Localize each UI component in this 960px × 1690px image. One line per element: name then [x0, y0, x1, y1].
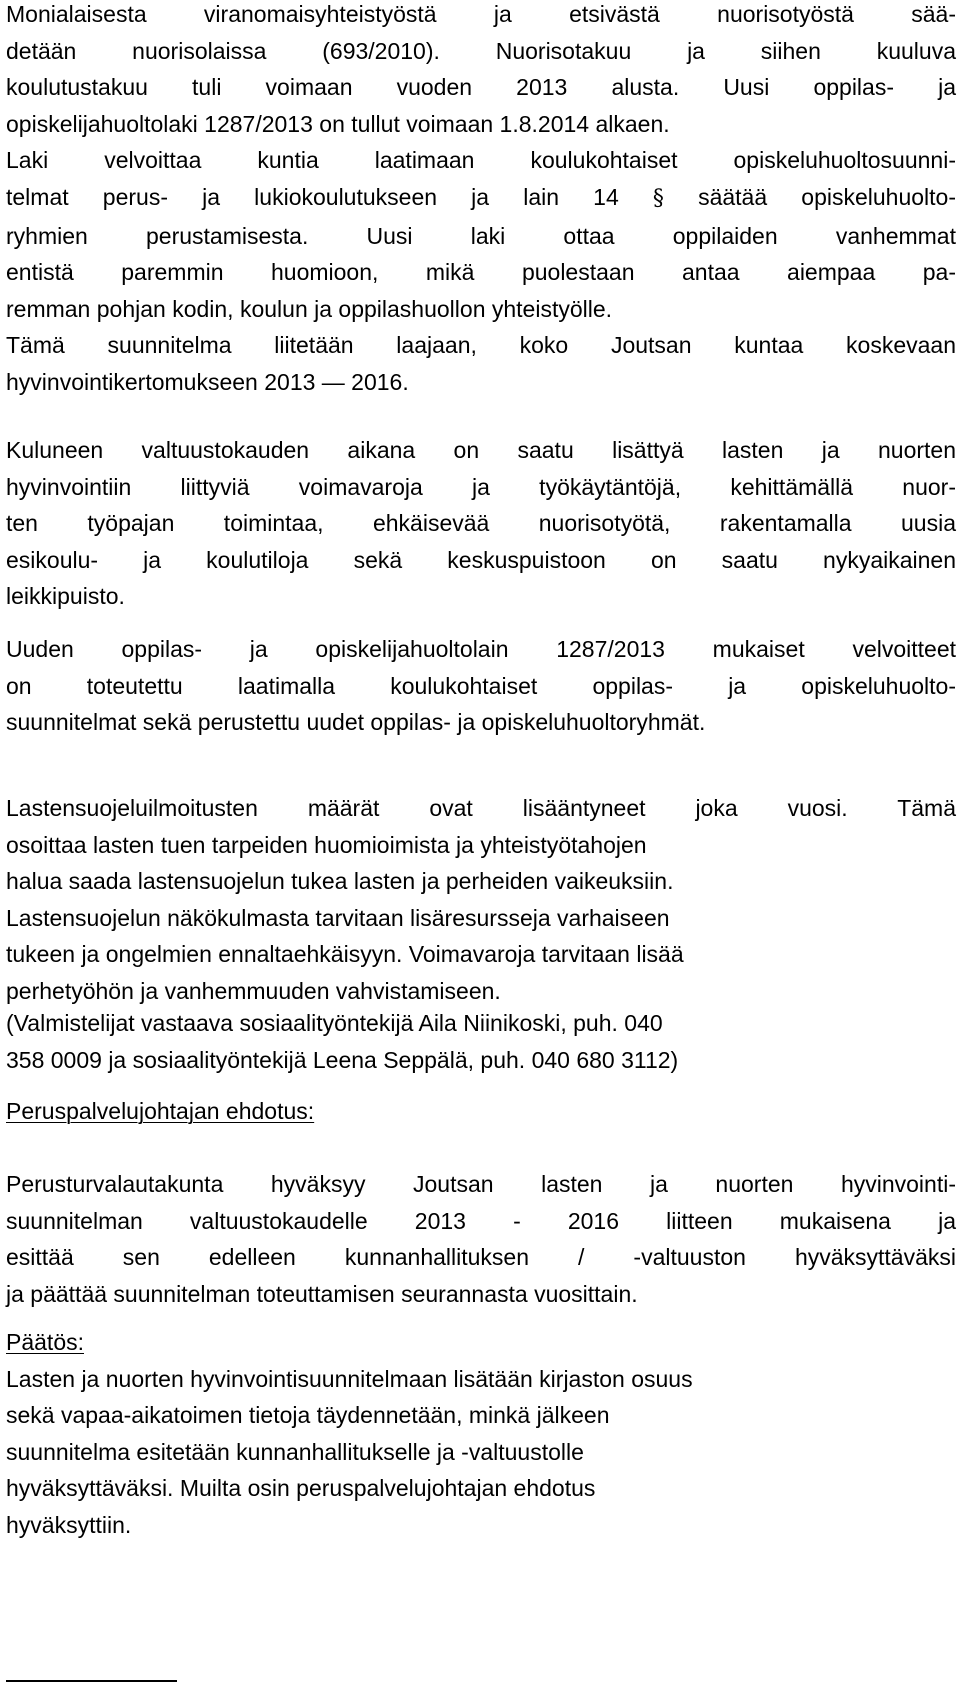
text-line: ten työpajan toimintaa, ehkäisevää nuorisotyötä, rakentamalla uusia: [6, 510, 956, 537]
text-line: opiskelijahuoltolaki 1287/2013 on tullut voimaan 1.8.2014 alkaen.: [6, 110, 670, 137]
paragraph-welfare-report: [6, 327, 956, 400]
text-line: Monialaisesta viranomaisyhteistyöstä ja etsivästä nuorisotyöstä sää-: [6, 1, 956, 27]
decision-heading: Päätös:: [6, 1329, 84, 1355]
paragraph-student-welfare-law: [6, 631, 956, 741]
text-line: suunnitelmat sekä perustettu uudet oppilas- ja opiskeluhuoltoryhmät.: [6, 709, 706, 736]
text-line: tukeen ja ongelmien ennaltaehkäisyyn. Voimavaroja tarvitaan lisää: [6, 941, 684, 968]
text-line: Lasten ja nuorten hyvinvointisuunnitelmaan lisätään kirjaston osuus: [6, 1365, 693, 1392]
text-line: Uuden oppilas- ja opiskelijahuoltolain 1287/2013 mukaiset velvoitteet: [6, 636, 956, 662]
text-line: perhetyöhön ja vanhemmuuden vahvistamiseen.: [6, 977, 501, 1004]
proposal-body: [6, 1166, 956, 1312]
text-line: detään nuorisolaissa (693/2010). Nuorisotakuu ja siihen kuuluva: [6, 37, 956, 64]
text-line: Lastensuojeluilmoitusten määrät ovat lisääntyneet joka vuosi. Tämä: [6, 795, 956, 821]
paragraph-child-protection: [6, 790, 956, 1010]
text-line: osoittaa lasten tuen tarpeiden huomioimista ja yhteistyötahojen: [6, 831, 647, 858]
text-line: hyväksyttäväksi. Muilta osin peruspalvelujohtajan ehdotus: [6, 1475, 596, 1502]
text-line: Kuluneen valtuustokauden aikana on saatu lisättyä lasten ja nuorten: [6, 437, 956, 463]
text-line: suunnitelman valtuustokaudelle 2013 - 2016 liitteen mukaisena ja: [6, 1207, 956, 1234]
paragraph-council-term: [6, 432, 956, 615]
text-line: esittää sen edelleen kunnanhallituksen / -valtuuston hyväksyttäväksi: [6, 1244, 956, 1271]
text-line: halua saada lastensuojelun tukea lasten ja perheiden vaikeuksiin.: [6, 868, 674, 895]
text-line: suunnitelma esitetään kunnanhallitukselle ja -valtuustolle: [6, 1438, 584, 1465]
text-line: (Valmistelijat vastaava sosiaalityöntekijä Aila Niinikoski, puh. 040: [6, 1010, 663, 1036]
text-line: remman pohjan kodin, koulun ja oppilashuollon yhteistyölle.: [6, 295, 613, 322]
text-line: hyvinvointiin liittyviä voimavaroja ja työkäytäntöjä, kehittämällä nuor-: [6, 473, 956, 500]
text-line: esikoulu- ja koulutiloja sekä keskuspuistoon on saatu nykyaikainen: [6, 546, 956, 573]
paragraph-preparers: [6, 1005, 956, 1078]
text-line: Lastensuojelun näkökulmasta tarvitaan lisäresursseja varhaiseen: [6, 904, 670, 931]
text-line: hyvinvointikertomukseen 2013 — 2016.: [6, 368, 409, 395]
text-line: Tämä suunnitelma liitetään laajaan, koko Joutsan kuntaa koskevaan: [6, 332, 956, 358]
text-segment: telmat perus- ja lukiokoulutukseen ja lain 14: [6, 183, 619, 210]
text-line: sekä vapaa-aikatoimen tietoja täydennetään, minkä jälkeen: [6, 1402, 610, 1429]
paragraph-legislation: [6, 0, 956, 327]
section-sign-symbol: §: [652, 185, 664, 211]
text-segment: säätää opiskeluhuolto-: [698, 183, 956, 210]
heading-text: Peruspalvelujohtajan ehdotus:: [6, 1098, 315, 1124]
text-line: koulutustakuu tuli voimaan vuoden 2013 alusta. Uusi oppilas- ja: [6, 74, 956, 101]
text-line: leikkipuisto.: [6, 583, 125, 610]
text-line: entistä paremmin huomioon, mikä puolestaan antaa aiempaa pa-: [6, 259, 956, 286]
decision-section: [6, 1324, 956, 1544]
text-line: hyväksyttiin.: [6, 1511, 132, 1538]
text-line: ja päättää suunnitelman toteuttamisen seurannasta vuosittain.: [6, 1280, 638, 1307]
text-line: ryhmien perustamisesta. Uusi laki ottaa oppilaiden vanhemmat: [6, 222, 956, 249]
text-line: Laki velvoittaa kuntia laatimaan koulukohtaiset opiskeluhuoltosuunni-: [6, 147, 956, 174]
proposal-heading: [6, 1093, 956, 1130]
text-line-with-section-sign: [6, 179, 956, 218]
text-line: Perusturvalautakunta hyväksyy Joutsan lasten ja nuorten hyvinvointi-: [6, 1171, 956, 1197]
text-line: 358 0009 ja sosiaalityöntekijä Leena Seppälä, puh. 040 680 3112): [6, 1046, 679, 1073]
footer-divider: [6, 1680, 177, 1682]
text-line: on toteutettu laatimalla koulukohtaiset oppilas- ja opiskeluhuolto-: [6, 672, 956, 699]
